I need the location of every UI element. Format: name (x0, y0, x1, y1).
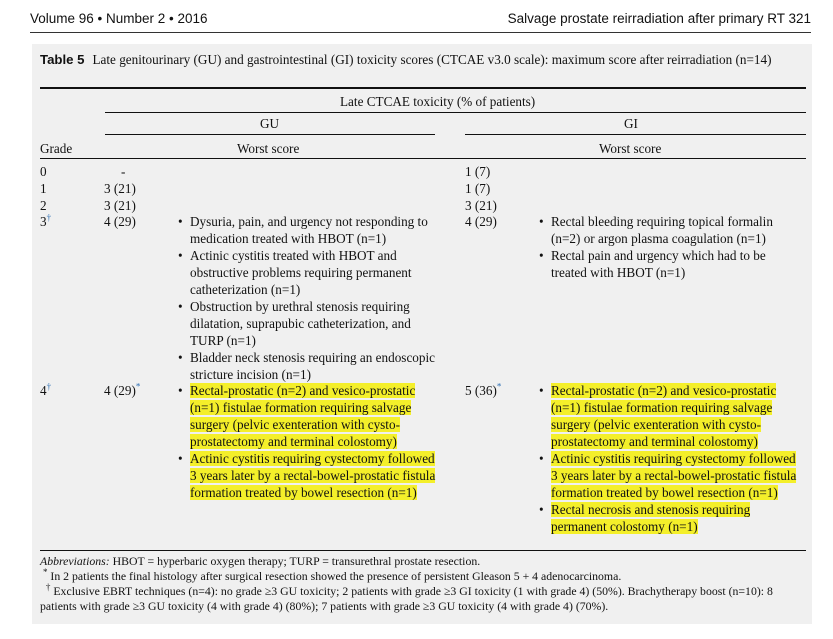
list-item: • Bladder neck stenosis requiring an endoscopic stricture incision (n=1) (178, 350, 435, 382)
grade-header: Grade (40, 141, 73, 156)
gu-worst-list (178, 213, 440, 383)
grade-cell: 3† (40, 212, 52, 229)
table-caption-text: Late genitourinary (GU) and gastrointestinal (GI) toxicity scores (CTCAE v3.0 scale): maximum score after reirradiation (n=14) (92, 52, 772, 67)
grade-cell: 2 (40, 198, 47, 213)
gu-count-cell: 3 (21) (104, 198, 136, 213)
span-header: Late CTCAE toxicity (% of patients) (340, 94, 536, 109)
abbreviations-note: Abbreviations: HBOT = hyperbaric oxygen therapy; TURP = transurethral prostate resection. (40, 554, 481, 568)
list-item: • Rectal necrosis and stenosis requiring permanent colostomy (n=1) (539, 502, 751, 534)
asterisk-mark: * (496, 381, 502, 392)
dagger-mark: † (46, 381, 52, 392)
gi-count-cell: 1 (7) (465, 181, 491, 196)
grade-cell: 4† (40, 381, 52, 398)
gi-count-cell: 3 (21) (465, 198, 497, 213)
gu-count-cell: 3 (21) (104, 181, 136, 196)
list-item: • Rectal-prostatic (n=2) and vesico-prostatic (n=1) fistulae formation requiring salvage surgery (pelvic exenteration with cysto-prostatectomy and terminal colostomy) (178, 383, 416, 449)
table-5 (32, 44, 812, 624)
gi-worst-header: Worst score (599, 141, 662, 156)
gi-worst-list (539, 213, 801, 281)
gu-count-cell: - (121, 164, 126, 179)
gi-count-cell: 1 (7) (465, 164, 491, 179)
span-rule (105, 112, 806, 113)
gu-worst-header: Worst score (237, 141, 300, 156)
list-item: • Rectal-prostatic (n=2) and vesico-prostatic (n=1) fistulae formation requiring salvage surgery (pelvic exenteration with cysto-prostatectomy and terminal colostomy) (539, 383, 777, 449)
list-item: • Actinic cystitis treated with HBOT and obstructive problems requiring permanent catheterization (n=1) (178, 248, 412, 297)
gu-rule (105, 134, 435, 135)
gu-count-cell: 4 (29)* (104, 381, 141, 398)
running-header (30, 10, 811, 33)
table-caption (40, 52, 802, 68)
gu-worst-list (178, 382, 440, 501)
gi-count-cell: 5 (36)* (465, 381, 502, 398)
journal-issue: Volume 96 • Number 2 • 2016 (30, 11, 208, 26)
list-item: • Rectal pain and urgency which had to be treated with HBOT (n=1) (539, 248, 766, 280)
list-item: • Actinic cystitis requiring cystectomy followed 3 years later by a rectal-bowel-prostatic fistula formation treated by bowel resection (n=1) (178, 451, 436, 500)
gu-header: GU (260, 116, 280, 131)
article-running-title: Salvage prostate reirradiation after primary RT 321 (507, 11, 811, 26)
list-item: • Obstruction by urethral stenosis requiring dilatation, suprapubic catheterization, and TURP (n=1) (178, 299, 411, 348)
list-item: • Rectal bleeding requiring topical formalin (n=2) or argon plasma coagulation (n=1) (539, 214, 773, 246)
top-rule (40, 87, 806, 89)
table-footnotes (40, 554, 806, 614)
bottom-rule (40, 550, 806, 551)
asterisk-note: * In 2 patients the final histology after surgical resection showed the presence of persistent Gleason 5 + 4 adenocarcinoma. (42, 567, 622, 583)
dagger-note: † Exclusive EBRT techniques (n=4): no grade ≥3 GU toxicity; 2 patients with grade ≥3 GI toxicity (1 with grade 4) (50%). Brachytherapy boost (n=10): 8 patients with grade ≥3 GU toxicity (4 with grade 4) (80%); 7 patients with grade ≥3 GU toxicity (4 with grade 4) (70%). (40, 582, 773, 613)
list-item: • Dysuria, pain, and urgency not responding to medication treated with HBOT (n=1) (178, 214, 428, 246)
grade-cell: 0 (40, 164, 47, 179)
header-rule (40, 158, 806, 159)
gi-count-cell: 4 (29) (465, 214, 497, 229)
grade-cell: 1 (40, 181, 47, 196)
table-label: Table 5 (40, 52, 85, 67)
list-item: • Actinic cystitis requiring cystectomy followed 3 years later by a rectal-bowel-prostatic fistula formation treated by bowel resection (n=1) (539, 451, 797, 500)
gi-worst-list (539, 382, 801, 535)
gi-header: GI (624, 116, 638, 131)
gu-count-cell: 4 (29) (104, 214, 136, 229)
asterisk-mark: * (135, 381, 141, 392)
gi-rule (465, 134, 806, 135)
dagger-mark: † (46, 212, 52, 223)
